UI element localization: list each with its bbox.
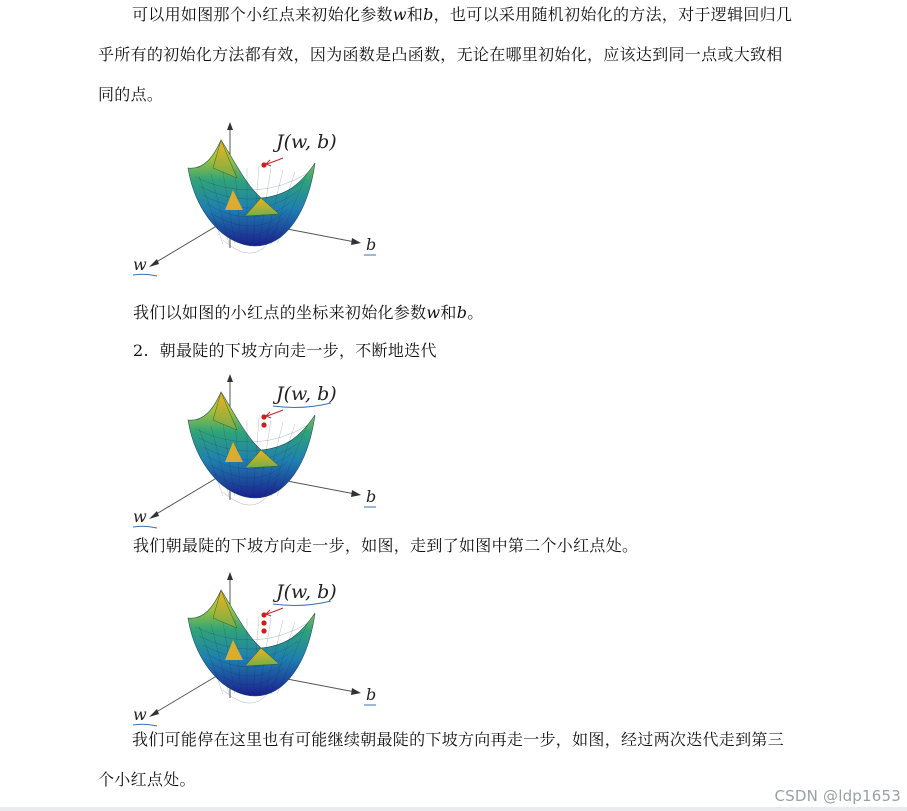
intro-text-2: 和	[406, 5, 424, 24]
math-b: b	[423, 5, 434, 24]
w-axis-label: w	[133, 507, 147, 526]
figure-cost-surface-1	[133, 118, 393, 278]
red-point-marker	[261, 612, 266, 617]
red-point-marker	[261, 628, 266, 633]
cost-function-label: J(w, b)	[276, 383, 337, 405]
red-point-marker	[261, 414, 266, 419]
watermark: CSDN @ldp1653	[774, 787, 901, 805]
final-paragraph	[98, 720, 798, 800]
intro-text-3: ，也可以采用随机初始化的方法，对于逻辑回归几乎所有的初始化方法都有效，因为函数是凸函数，无论在哪里初始化，应该达到同一点或大致相同的点。	[98, 5, 793, 104]
intro-paragraph	[98, 0, 798, 115]
figure-cost-surface-3	[133, 568, 393, 728]
caption-1-text-3: 。	[467, 303, 484, 322]
figure-cost-surface-2	[133, 370, 393, 530]
cost-surface-svg	[133, 118, 393, 278]
w-axis-label: w	[133, 255, 147, 274]
math-w: w	[392, 5, 407, 24]
step-2-heading	[133, 340, 437, 362]
step-2-text: 朝最陡的下坡方向走一步，不断地迭代	[159, 341, 437, 360]
caption-1-text-2: 和	[440, 303, 457, 322]
cost-bowl-surface	[188, 140, 315, 246]
w-axis-label: w	[133, 705, 147, 724]
b-axis-label: b	[366, 487, 377, 506]
caption-1-math-b: b	[456, 303, 468, 322]
caption-2: 我们朝最陡的下坡方向走一步，如图，走到了如图中第二个小红点处。	[133, 536, 639, 555]
cost-function-label: J(w, b)	[276, 581, 337, 603]
caption-1	[133, 302, 484, 324]
step-2-number: 2.	[133, 341, 149, 360]
cost-surface-svg	[133, 568, 393, 728]
b-axis-label: b	[366, 685, 377, 704]
red-point-marker	[261, 422, 266, 427]
caption-1-text-1: 我们以如图的小红点的坐标来初始化参数	[133, 303, 427, 322]
cost-function-label: J(w, b)	[276, 131, 337, 153]
cost-surface-svg	[133, 370, 393, 530]
red-point-marker	[261, 162, 266, 167]
final-paragraph-text: 我们可能停在这里也有可能继续朝最陡的下坡方向再走一步，如图，经过两次迭代走到第三个小红点处。	[98, 730, 785, 789]
caption-1-math-w: w	[426, 303, 441, 322]
page-bottom-divider	[0, 807, 907, 811]
red-point-marker	[261, 620, 266, 625]
b-axis-label: b	[366, 235, 377, 254]
intro-text-1: 可以用如图那个小红点来初始化参数	[132, 5, 393, 24]
